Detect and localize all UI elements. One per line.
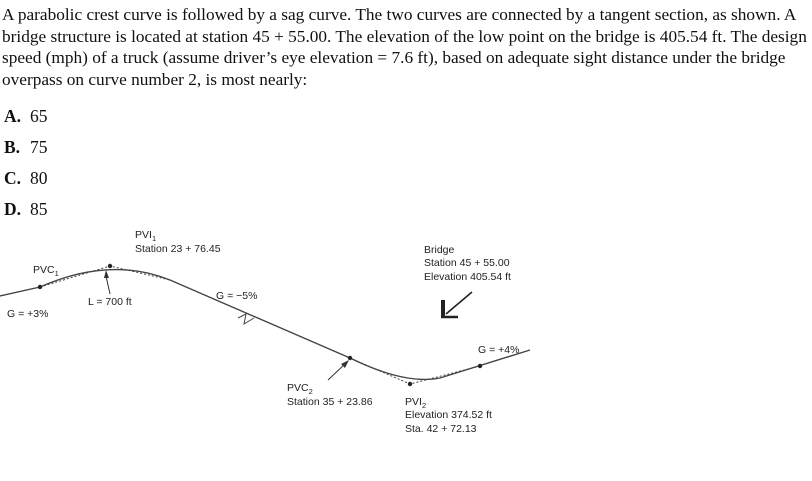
option-letter: A. [4, 106, 22, 126]
option-value: 65 [30, 106, 48, 126]
option-letter: C. [4, 168, 22, 188]
pvi1-station: Station 23 + 76.45 [135, 243, 221, 255]
pvi1-point [108, 264, 112, 268]
pvt2-point [478, 364, 482, 368]
option-value: 75 [30, 137, 48, 157]
pvi1-label: $PVI_1$ [135, 229, 157, 243]
bridge-elevation: Elevation 405.54 ft [424, 271, 511, 283]
length-arrow-icon [104, 270, 109, 278]
pvi2-elevation: Elevation 374.52 ft [405, 409, 492, 421]
grade-mid-label: G = −5% [216, 290, 258, 302]
length-arrow-line [106, 276, 110, 294]
pvc2-point [348, 356, 352, 360]
pvc2-label: $PVC_2$ [287, 382, 313, 396]
option-value: 85 [30, 199, 48, 219]
road-profile-line [0, 270, 530, 380]
pvi2-label: $PVI_2$ [405, 396, 427, 410]
bridge-station: Station 45 + 55.00 [424, 257, 510, 269]
bridge-label: Bridge [424, 244, 455, 256]
grade-right-label: G = +4% [478, 344, 520, 356]
question-paragraph: A parabolic crest curve is followed by a sag curve. The two curves are connected by a tangent section, as shown. A bridge structure is located at station 45 + 55.00. The elevation of the low point on the bridge is 405.54 ft. The design speed (mph) of a truck (assume driver’s eye elevation = 7.6 ft), based on adequate sight distance under the bridge overpass on curve number 2, is most nearly: [2, 5, 807, 89]
length-label: L = 700 ft [88, 296, 132, 308]
pvi2-point [408, 382, 412, 386]
pvc2-station: Station 35 + 23.86 [287, 396, 373, 408]
option-letter: D. [4, 199, 22, 219]
option-letter: B. [4, 137, 21, 157]
pvi2-station: Sta. 42 + 72.13 [405, 423, 477, 435]
option-value: 80 [30, 168, 48, 188]
sag-tangent-dashed [350, 358, 480, 384]
grade-left-label: G = +3% [7, 308, 49, 320]
pvc1-label: $PVC_1$ [33, 264, 59, 278]
bridge-arrow-line [446, 292, 472, 314]
pvc1-point [38, 285, 42, 289]
